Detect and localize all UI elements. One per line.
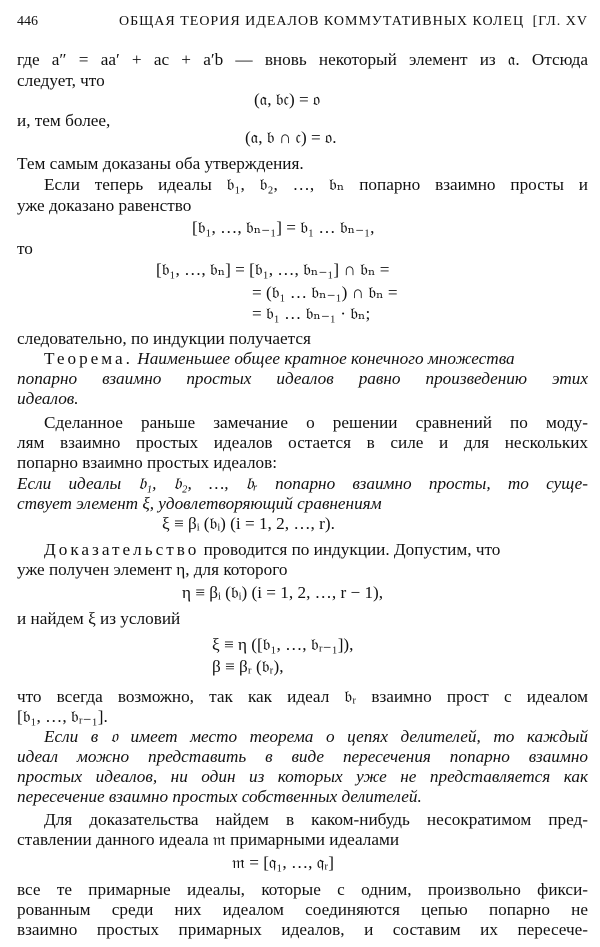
proof-line [44, 540, 588, 560]
text-line: что всегда возможно, так как идеал 𝔟ᵣ взаимно прост с идеалом [17, 687, 588, 706]
running-header [17, 14, 588, 34]
equation: [𝔟₁, …, 𝔟ₙ] = [𝔟₁, …, 𝔟ₙ₋₁] ∩ 𝔟ₙ = [156, 260, 390, 279]
text-line: Для доказательства найдем в каком-нибудь несократимом пред- [44, 810, 588, 829]
text-line: попарно взаимно простых идеалов: [17, 453, 278, 472]
text-line: следует, что [17, 71, 105, 90]
proof-label: Доказательство [44, 540, 200, 559]
text-line: то [17, 239, 33, 258]
equation: ξ ≡ η ([𝔟₁, …, 𝔟ᵣ₋₁]), [212, 635, 354, 654]
text-line: попарно взаимно простых идеалов равно произведению этих [17, 369, 588, 388]
equation: (𝔞, 𝔟𝔠) = 𝔬 [254, 90, 321, 109]
text-line: и, тем более, [17, 111, 111, 130]
equation: = (𝔟₁ … 𝔟ₙ₋₁) ∩ 𝔟ₙ = [252, 283, 398, 302]
text-line: Если теперь идеалы 𝔟₁, 𝔟₂, …, 𝔟ₙ попарно взаимно просты и [44, 175, 588, 194]
text-line: лям взаимно простых идеалов остается в силе и для нескольких [17, 433, 588, 452]
text-line: уже доказано равенство [17, 196, 192, 215]
text-line: взаимно простых примарных идеалов, и составим их пересече- [17, 920, 588, 939]
text-line: ставлении данного идеала 𝔪 примарными идеалами [17, 830, 400, 849]
proof-text: проводится по индукции. Допустим, что [203, 540, 501, 559]
equation: 𝔪 = [𝔮₁, …, 𝔮ᵣ] [232, 853, 334, 872]
chapter-label: [ГЛ. XV [532, 14, 588, 29]
running-title: ОБЩАЯ ТЕОРИЯ ИДЕАЛОВ КОММУТАТИВНЫХ КОЛЕЦ [119, 14, 525, 29]
text-line: уже получен элемент η, для которого [17, 560, 288, 579]
text-line: Сделанное раньше замечание о решении сравнений по моду- [44, 413, 588, 432]
theorem-line [44, 349, 588, 369]
text-line: пересечение взаимно простых собственных делителей. [17, 787, 422, 806]
text-line: следовательно, по индукции получается [17, 329, 311, 348]
text-line: Тем самым доказаны оба утверждения. [17, 154, 304, 173]
equation: (𝔞, 𝔟 ∩ 𝔠) = 𝔬. [245, 128, 337, 147]
theorem-label: Теорема. [44, 349, 133, 368]
text-line: [𝔟₁, …, 𝔟ᵣ₋₁]. [17, 707, 108, 726]
equation: ξ ≡ βᵢ (𝔟ᵢ) (i = 1, 2, …, r). [162, 514, 335, 533]
page-number: 446 [17, 14, 38, 29]
text-line: ствует элемент ξ, удовлетворяющий сравнениям [17, 494, 382, 513]
text-line: где a″ = aa′ + ac + a′b — вновь некоторый элемент из 𝔞. Отсюда [17, 50, 588, 69]
theorem-text: Наименьшее общее кратное конечного множества [137, 349, 515, 368]
equation: = 𝔟₁ … 𝔟ₙ₋₁ · 𝔟ₙ; [252, 304, 371, 323]
equation: η ≡ βᵢ (𝔟ᵢ) (i = 1, 2, …, r − 1), [182, 583, 384, 602]
equation: β ≡ βᵣ (𝔟ᵣ), [212, 657, 284, 676]
text-line: и найдем ξ из условий [17, 609, 181, 628]
text-line: идеалов. [17, 389, 79, 408]
text-line: Если в 𝔬 имеет место теорема о цепях делителей, то каждый [44, 727, 588, 746]
text-line: Если идеалы 𝔟₁, 𝔟₂, …, 𝔟ᵣ попарно взаимно просты, то суще- [17, 474, 588, 493]
text-line: все те примарные идеалы, которые с одним, произвольно фикси- [17, 880, 588, 899]
text-line: идеал можно представить в виде пересечения попарно взаимно [17, 747, 588, 766]
equation: [𝔟₁, …, 𝔟ₙ₋₁] = 𝔟₁ … 𝔟ₙ₋₁, [192, 218, 375, 237]
text-line: простых идеалов, ни один из которых уже не представляется как [17, 767, 588, 786]
text-line: рованным среди них идеалом соединяются цепью попарно не [17, 900, 588, 919]
